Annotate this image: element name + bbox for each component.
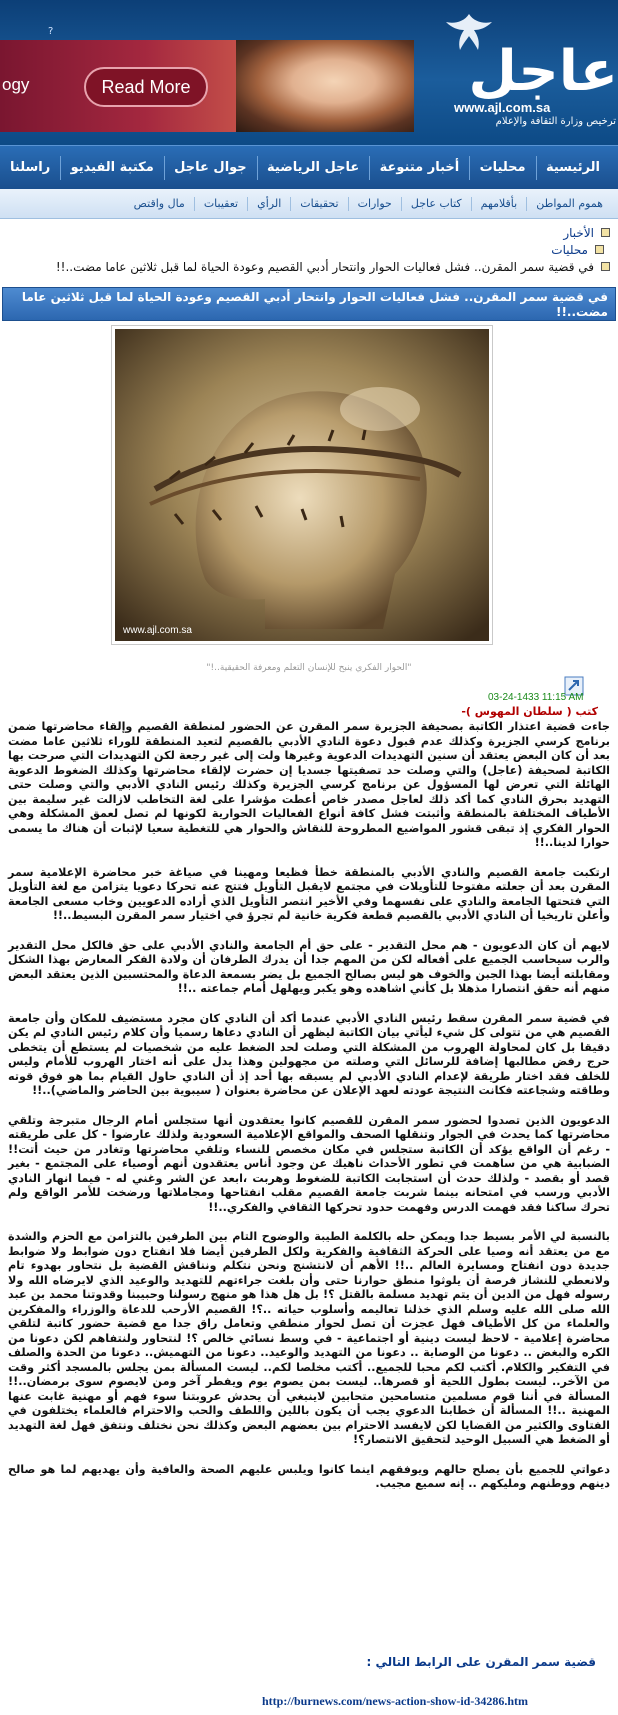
nav-item-home[interactable]: الرئيسية: [545, 160, 600, 175]
folder-tree-icon: [601, 262, 610, 271]
article-paragraph: جاءت قضية اعتذار الكاتبة بصحيفة الجزيرة سمر المقرن عن الحضور لمنطقة القصيم وإلقاء محاضرتها ضمن برنامج كرسي الجزيرة وكذلك عدم قبول دعوة النادي الأدبي بالقصيم لتعيد المنطقة للوراء ثلاثين عاما مضت بعد أن كان البعض يعتقد أن سنين التهديدات الدعوية وغيرها ولت إلى غير رجعة لكن التهديدات التي صرحت بها الكاتبة لصحيفة (عاجل) والتي وصلت حد تصفيتها جسديا إن حضرت لإلقاء محاضرتها وكذلك الضغوط الدعوية الهائلة التي تعرض لها المسؤول عن برنامج كرسي الجزيرة وكذلك رئيس النادي الأدبي والتي وصلت حتى التهديد بحرق النادي كما أكد ذلك لعاجل مصدر خاص أعطت مؤشرا على لغة التخاطب لازالت غير سليمة بين الأطياف المختلفة بالمنطقة وأثبتت فشل كافة أنواع الفعاليات الحوارية لكونها لم تصل لعمق المشكلة وهي الحوار الفكري إذ تبقى قشور المواضيع المطروحة للنقاش والحوار هي للتغطية سعيا لإثبات أن هناك ما يسمى حوارا لدينا..!!: [8, 720, 610, 849]
subnav-item-investigations[interactable]: تحقيقات: [300, 197, 339, 210]
subnav-divider: [401, 197, 402, 211]
subnav-item-writers[interactable]: كتاب عاجل: [410, 197, 462, 210]
help-icon[interactable]: ?: [48, 26, 54, 37]
related-link[interactable]: http://burnews.com/news-action-show-id-34286.htm: [262, 1694, 529, 1708]
subnav-item-comments[interactable]: تعقيبات: [203, 197, 239, 210]
article-paragraph: ارتكبت جامعة القصيم والنادي الأدبي بالمنطقة خطأ فظيعا ومهينا في صياغة خبر محاضرة الإعلامية سمر المقرن بعد أن جعلته مفتوحا للتأويلات في مجتمع لايقبل التأويل فتتج عنه تحركا دعويا يتزامن مع لغة التأويل التي فتحتها الجامعة والنادي على نفسهما وفي الأخير انتصر التأويل الذي أراده الدعويين وخاب مسعى الجامعة وأعلن تاريخيا أن النادي الأدبي بالقصيم قطعة فكرية خانية لم تجرؤ في اختيار سمر المقرن البسيط..!!: [8, 865, 610, 922]
article-title: في قضية سمر المقرن.. فشل فعاليات الحوار وانتحار أدبي القصيم وعودة الحياة لما قبل ثلاثين عاما مضت..!!: [2, 287, 616, 321]
author-name[interactable]: ( سلطان المهوس )-: [461, 705, 572, 718]
breadcrumb-item: [0, 258, 618, 275]
article-paragraph: في قضية سمر المقرن سقط رئيس النادي الأدبي عندما أكد أن النادي كان مجرد مستضيف للمكان وأن جامعة القصيم هي من تتولى كل شيء ليأتي بيان الكاتبة ليظهر أن النادي دعاها رسميا وأن كلام رئيس النادي لم يكن دقيقا بل كان لمحاولة الهروب من المشكلة التي وصلت لحد الضغط عليه من شخصيات لم يستطع أن يتخطى حرج رفض مطالبها إضافة للرسائل التي وصلته من مجهولين وهذا يدل على أنه اختار الهروب للأمام وليس للخلف فقد اختار طريقة لإعدام النادي الأدبي لم يسبقه بها أحد إذ أن النادي حاول القيام بما هو فوق قوته وطاقته وشجاعته فكانت النتيجة عودته لعهد الإعلان عن محاضرة بعنوان ( سيبوية بين الحاضر والماضي)..!!: [8, 1011, 610, 1097]
breadcrumb: [0, 224, 618, 275]
related-link-label: قضية سمر المقرن على الرابط التالي :: [366, 1655, 596, 1669]
image-watermark: www.ajl.com.sa: [123, 625, 192, 636]
logo-license-text: ترخيص وزارة الثقافة والإعلام: [495, 116, 616, 127]
logo-wordmark: عاجل: [468, 39, 618, 104]
nav-item-contact[interactable]: راسلنا: [10, 160, 51, 175]
article-paragraph: دعواتي للجميع بأن يصلح حالهم ويوفقهم اينما كانوا ويلبس عليهم الصحة والعافية وأن يهديهم لما هو صالح دينهم ووطنهم ومليكهم .. إنه سميع مجيب.: [8, 1462, 610, 1490]
banner-partial-text: ogy: [2, 75, 30, 94]
subnav-divider: [290, 197, 291, 211]
image-caption: "الحوار الفكري ينبح للإنسان التعلم ومعرفة الحقيقية..!": [206, 663, 412, 673]
subnav-divider: [526, 197, 527, 211]
subnav-divider: [247, 197, 248, 211]
read-more-button[interactable]: Read More: [84, 67, 208, 107]
site-header: [0, 0, 618, 145]
subnav-divider: [471, 197, 472, 211]
nav-item-mobile[interactable]: جوال عاجل: [174, 160, 247, 175]
subnav-item-opinion[interactable]: الرأي: [257, 197, 282, 210]
subnav-divider: [348, 197, 349, 211]
breadcrumb-item: [0, 241, 618, 258]
article-paragraph: لايهم أن كان الدعويون - هم محل التقدير - على حق أم الجامعة والنادي الأدبي على حق فالكل محل التقدير والرب سيحاسب الجميع على أفعاله لكن من المهم جدا أن يدرك الطرفان أن ولادة الفكر المعارض بهذا الشكل ومقابلته أيضا بهذا الجبن والخوف هو ليس بصالح الجميع بل يضر بسمعة الدعاة والمحتسبين الذين يعتقد البعض منهم أنه حقق انتصارا مذهلا بل كأني اشاهده وهو يكبر ويهلهل أمام جماعته ..!!: [8, 938, 610, 995]
sub-nav: [0, 189, 618, 219]
breadcrumb-item: [0, 224, 618, 241]
subnav-item-citizen[interactable]: هموم المواطن: [536, 197, 603, 210]
logo-url: www.ajl.com.sa: [454, 100, 551, 115]
folder-tree-icon: [595, 245, 604, 254]
site-logo[interactable]: [430, 6, 618, 141]
main-nav: [0, 145, 618, 189]
folder-tree-icon: [601, 228, 610, 237]
breadcrumb-link-local[interactable]: محليات: [551, 242, 588, 257]
article-paragraph: الدعويون الذين تصدوا لحضور سمر المقرن للقصيم كانوا يعتقدون أنها ستجلس أمام الرجال متبرجة وتلقي محاضرتها كما يحدث في الجوار وتنقلها الصحف والمواقع الإعلامية السعودية ولذلك عارضوا - كل على طريقته - رغم أن الواقع يؤكد أن الكاتبة ستجلس في مكان مخصص للنساء وتلقي محاضرتها وتغادر من حيث أتت!! الضبابية هي من ساهمت في تطور الأحداث ناهيك عن وجود أناس يعتقدون أنهم أوصياء على المجتمع - بغير قصد أو بقصد - ولذلك حدث أن استجابت الكاتبة للضغوط وهربت ،ابعد عن الشر وغني له - فيما انهار النادي الأدبي ورسب في امتحانه بينما شربت جامعة القصيم مقلب انفتاحها ومجاملاتها ورضخت للأمر الواقع ولم تحرك ساكنا فقد فهمت الدرس وفهمت حدود تحركها الثقافي والفكري..!!: [8, 1113, 610, 1214]
article-body: [8, 720, 610, 1507]
breadcrumb-current: في قضية سمر المقرن.. فشل فعاليات الحوار وانتحار أدبي القصيم وعودة الحياة لما قبل ثلاثين عاما مضت..!!: [55, 259, 594, 274]
article-paragraph: بالنسبة لي الأمر بسيط جدا ويمكن حله بالكلمة الطيبة والوضوح التام بين الطرفين بالتزامن مع الحزم والشدة مع من يعتقد أنه وصيا على الحركة الثقافية والفكرية ولكل الطرفين أيضا فلا انفتاح دون ضوابط ولا ضوابط جديدة دون انفتاح ومسايرة العالم ..!! الأهم أن لانتشنج ونحن نتكلم ونناقش القضية بل نتحاور بهدوء تام ولانعطي للنشاز فرصة أن يلوثوا منطق حوارنا حتى وأن بلغت جراءتهم للتهديد والوعيد الذي لايرضاه الله ولا رسوله فهل من الدين أن يتم تهديد مسلمة بالقتل ؟! بل هل هذا هو منهج رسولنا وحبيبنا وقدوتنا محمد بن عبد الله صلى الله عليه وسلم الذي خذلنا تعاليمه وأسلوب حياته ..؟! القصيم الأرحب للدعاة والوزراء والمفكرين والعلماء من كل الأطياف فهل عجزت أن تصل لحوار منطقي وتعامل راق جدا مع قضية حضور كاتبة لتلقي محاضرة إعلامية - لاحظ ليست دينية أو اجتماعية - في وسط نسائي خالص ؟! لنتحاور ولنتفاهم لكن دعونا من الكره والبغض .. دعونا من الوصاية .. دعونا من التهديد والوعيد.. دعونا من التهميش.. دعونا من الحدة والصلف في التفكير والكلام. أكتب لكم محبا للجميع.. أكتب مخلصا لكم.. ليست المسألة بمن يجلس بالمسجد أكثر وقت من الآخر.. ليست بطول اللحية أو قصرها.. ليست بمن يصوم يوم ويفطر آخر ومن لايصوم سوى برمضان..!! المسألة في أننا قوم مسلمين متسامحين متحابين لاينبغي أن يحدش عروبتنا سوء فهم أو مهنية غابت عنها المهنية ..!! المسألة أن خطابنا الدعوي يجب أن يكون باللين واللطف والحب والاحترام فالعلماء يختلفون في الفتاوى والكثير من القضايا لكن لايفسد الاحترام بين بعضهم البعض وكذلك نحن نختلف ونتفق فهل لغة التهديد أو الضغط هي السبيل الوحيد لتحقيق الانتصار؟!: [8, 1230, 610, 1446]
author-prefix: كتب: [575, 705, 598, 718]
subnav-item-pens[interactable]: بأقلامهم: [480, 197, 518, 210]
nav-item-video[interactable]: مكتبة الفيديو: [70, 160, 154, 175]
article-image-art: [115, 329, 489, 641]
nav-item-local[interactable]: محليات: [479, 160, 526, 175]
subnav-divider: [194, 197, 195, 211]
subnav-item-economy[interactable]: مال واقتص: [133, 197, 185, 210]
article-image: [111, 325, 493, 645]
nav-item-misc-news[interactable]: أخبار متنوعة: [379, 160, 460, 175]
banner-photo: [236, 40, 414, 132]
article-author: [461, 705, 598, 718]
article-date: 03-24-1433 11:15 AM: [488, 692, 584, 703]
ad-banner[interactable]: [0, 40, 414, 132]
nav-item-sports[interactable]: عاجل الرياضية: [267, 160, 360, 175]
breadcrumb-link-news[interactable]: الأخبار: [563, 225, 594, 240]
subnav-item-interviews[interactable]: حوارات: [357, 197, 392, 210]
